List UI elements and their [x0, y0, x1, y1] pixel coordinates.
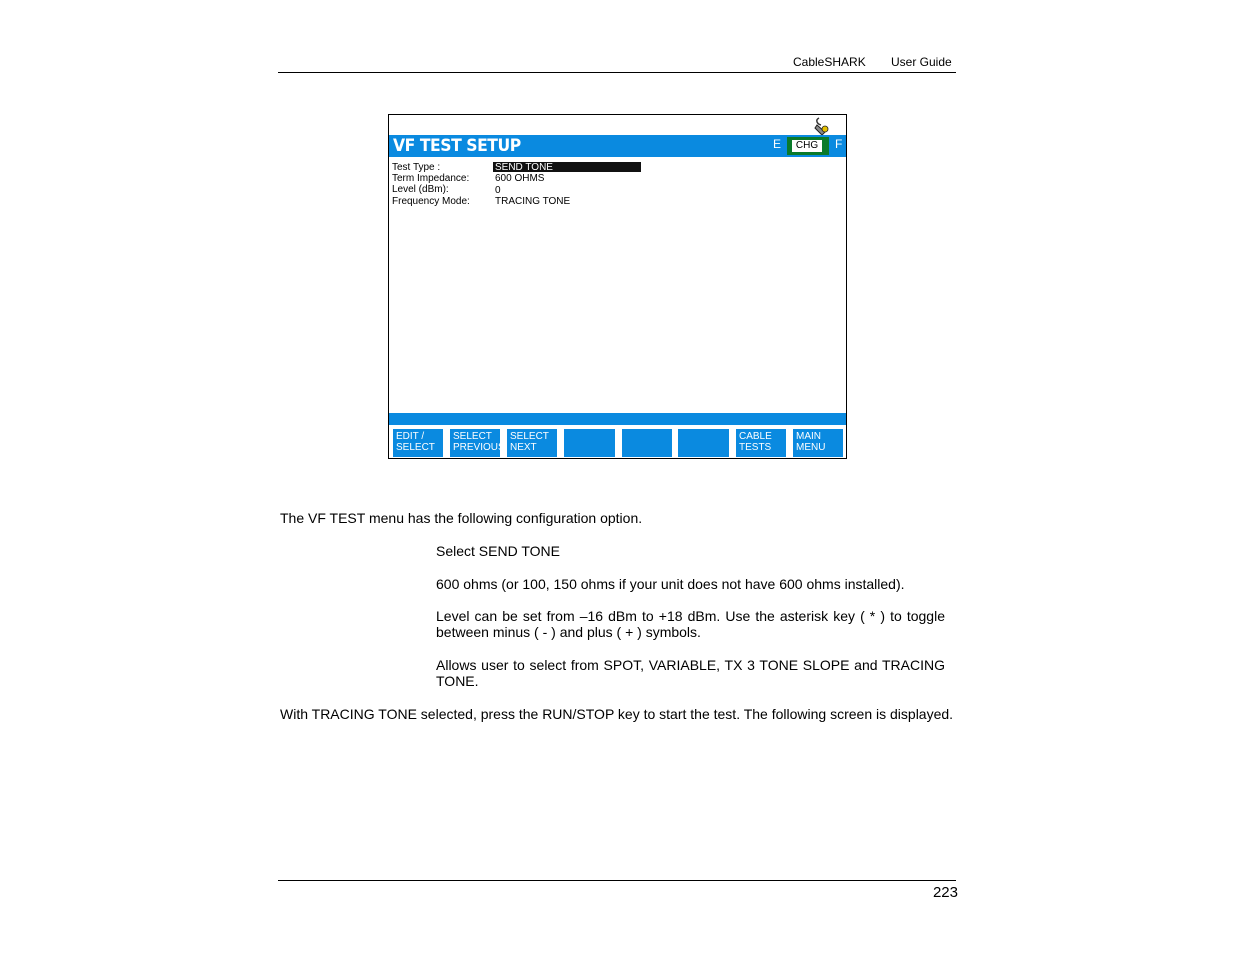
status-bar	[389, 413, 846, 425]
option-level-text: Level can be set from –16 dBm to +18 dBm. Use the asterisk key ( * ) to toggle between minus ( - ) and plus ( + ) symbols.	[436, 608, 945, 640]
softkey-main-menu[interactable]	[793, 429, 843, 457]
softkey-line2: PREVIOUS	[453, 442, 505, 453]
softkey-line1: MAIN	[796, 431, 821, 442]
softkey-line2: NEXT	[510, 442, 537, 453]
option-test-type-text: Select SEND TONE	[436, 543, 560, 559]
header-doc-title: User Guide	[891, 55, 952, 69]
plug-icon	[813, 116, 831, 136]
softkey-select-previous[interactable]	[450, 429, 505, 457]
option-frequency-mode-text: Allows user to select from SPOT, VARIABLE, TX 3 TONE SLOPE and TRACING TONE.	[436, 657, 945, 689]
device-screen	[388, 114, 847, 459]
intro-text: The VF TEST menu has the following configuration option.	[280, 510, 643, 526]
field-label-term-impedance: Term Impedance:	[392, 173, 470, 184]
battery-empty-label: E	[773, 137, 782, 151]
battery-status: CHG	[792, 140, 822, 152]
field-value-term-impedance[interactable]: 600 OHMS	[495, 173, 545, 184]
header-rule	[278, 72, 956, 73]
battery-full-label: F	[835, 137, 843, 151]
field-value-level[interactable]: 0	[495, 185, 501, 196]
softkey-blank-5[interactable]	[622, 429, 672, 457]
option-impedance-text: 600 ohms (or 100, 150 ohms if your unit does not have 600 ohms installed).	[436, 576, 905, 592]
field-label-frequency-mode: Frequency Mode:	[392, 196, 470, 207]
field-label-level: Level (dBm):	[392, 184, 449, 195]
footer-rule	[278, 880, 956, 881]
page-number: 223	[932, 884, 958, 901]
softkey-line1: EDIT /	[396, 431, 425, 442]
softkey-line1: SELECT	[453, 431, 492, 442]
softkey-line1: CABLE	[739, 431, 772, 442]
softkey-line2: SELECT	[396, 442, 435, 453]
screen-title: VF TEST SETUP	[393, 136, 521, 156]
field-label-test-type: Test Type :	[392, 162, 441, 173]
softkey-edit-select[interactable]	[393, 429, 443, 457]
softkey-line2: TESTS	[739, 442, 772, 453]
header-product: CableSHARK	[793, 55, 866, 69]
title-bar	[389, 135, 846, 157]
field-value-test-type[interactable]: SEND TONE	[495, 162, 553, 173]
softkey-line2: MENU	[796, 442, 826, 453]
softkey-select-next[interactable]	[507, 429, 557, 457]
softkey-blank-4[interactable]	[564, 429, 615, 457]
battery-icon	[787, 137, 829, 155]
field-value-frequency-mode[interactable]: TRACING TONE	[495, 196, 571, 207]
outro-text: With TRACING TONE selected, press the RUN/STOP key to start the test. The following screen is displayed.	[280, 706, 954, 722]
softkey-line1: SELECT	[510, 431, 549, 442]
softkey-blank-6[interactable]	[678, 429, 729, 457]
softkey-cable-tests[interactable]	[736, 429, 786, 457]
